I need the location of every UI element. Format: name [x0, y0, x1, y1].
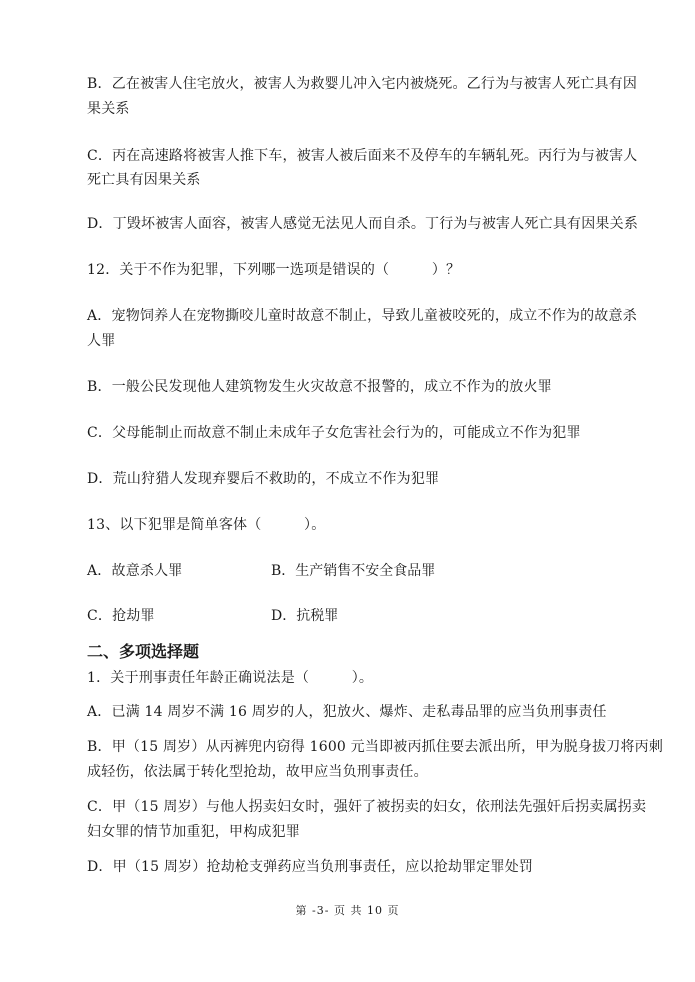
- m1-option-c-line1: C．甲（15 周岁）与他人拐卖妇女时，强奸了被拐卖的妇女，依刑法先强奸后拐卖属拐卖: [87, 799, 647, 815]
- q11-option-d: D．丁毁坏被害人面容，被害人感觉无法见人而自杀。丁行为与被害人死亡具有因果关系: [87, 216, 639, 232]
- m1-option-c-line2: 妇女罪的情节加重犯，甲构成犯罪: [87, 824, 300, 840]
- q13-option-a: A．故意杀人罪: [87, 563, 183, 579]
- q12-option-c: C．父母能制止而故意不制止未成年子女危害社会行为的，可能成立不作为犯罪: [87, 425, 581, 441]
- q12-option-b: B．一般公民发现他人建筑物发生火灾故意不报警的，成立不作为的放火罪: [87, 379, 552, 395]
- q13-option-c: C．抢劫罪: [87, 608, 155, 624]
- q11-option-c-line1: C．丙在高速路将被害人推下车，被害人被后面来不及停车的车辆轧死。丙行为与被害人: [87, 148, 638, 164]
- m1-stem: 1．关于刑事责任年龄正确说法是（ ）。: [87, 670, 374, 686]
- q13-option-d: D．抗税罪: [271, 608, 339, 624]
- q11-option-b-line2: 果关系: [87, 101, 130, 117]
- page-footer: 第 -3- 页 共 10 页: [295, 904, 400, 917]
- q12-option-d: D．荒山狩猎人发现弃婴后不救助的，不成立不作为犯罪: [87, 471, 440, 487]
- section-title-multiple-choice: 二、多项选择题: [87, 642, 200, 661]
- m1-option-b-line1: B．甲（15 周岁）从丙裤兜内窃得 1600 元当即被丙抓住要去派出所，甲为脱身拔刀将丙刺: [87, 739, 664, 755]
- q13-stem: 13、以下犯罪是简单客体（ ）。: [87, 517, 326, 533]
- m1-option-a: A．已满 14 周岁不满 16 周岁的人，犯放火、爆炸、走私毒品罪的应当负刑事责任: [87, 704, 607, 720]
- q11-option-c-line2: 死亡具有因果关系: [87, 172, 201, 188]
- q12-stem: 12．关于不作为犯罪，下列哪一选项是错误的（ ）？: [87, 262, 461, 278]
- q13-option-b: B．生产销售不安全食品罪: [271, 563, 436, 579]
- q11-option-b-line1: B．乙在被害人住宅放火，被害人为救婴儿冲入宅内被烧死。乙行为与被害人死亡具有因: [87, 76, 638, 92]
- q12-option-a-line1: A．宠物饲养人在宠物撕咬儿童时故意不制止，导致儿童被咬死的，成立不作为的故意杀: [87, 308, 637, 324]
- q12-option-a-line2: 人罪: [87, 333, 116, 349]
- m1-option-d: D．甲（15 周岁）抢劫枪支弹药应当负刑事责任，应以抢劫罪定罪处罚: [87, 859, 534, 875]
- m1-option-b-line2: 成轻伤，依法属于转化型抢劫，故甲应当负刑事责任。: [87, 764, 428, 780]
